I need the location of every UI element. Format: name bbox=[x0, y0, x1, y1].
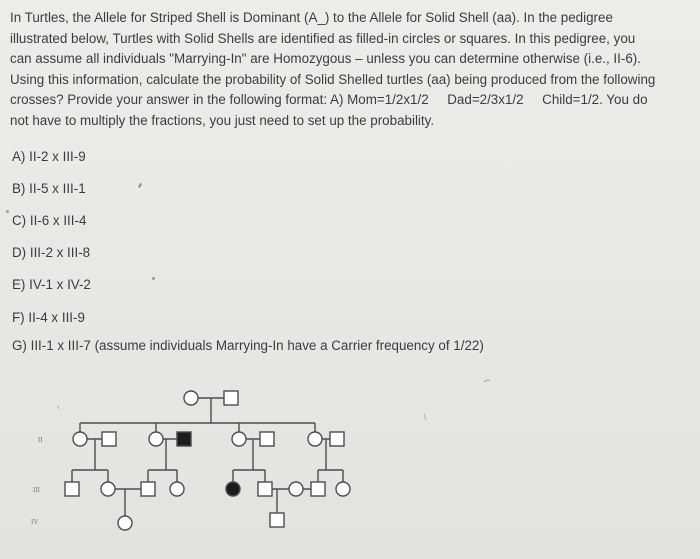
pen-mark bbox=[58, 406, 59, 409]
option-c: C) II-6 x III-4 bbox=[12, 213, 87, 228]
male-unaffected bbox=[224, 391, 238, 405]
male-unaffected bbox=[311, 482, 325, 496]
female-unaffected bbox=[336, 482, 350, 496]
question-line: not have to multiply the fractions, you just need to set up the probability. bbox=[10, 112, 435, 128]
option-b: B) II-5 x III-1 bbox=[12, 181, 86, 196]
question-line: In Turtles, the Allele for Striped Shell is Dominant (A_) to the Allele for Solid Shell (aa). In the pedigree bbox=[10, 10, 613, 25]
female-unaffected bbox=[101, 482, 115, 496]
generation-label-ii: II bbox=[38, 436, 43, 444]
female-unaffected bbox=[184, 391, 198, 405]
female-unaffected bbox=[232, 432, 246, 446]
option-a: A) II-2 x III-9 bbox=[12, 149, 86, 164]
male-unaffected bbox=[258, 482, 272, 496]
question-line: Using this information, calculate the probability of Solid Shelled turtles (aa) being produced from the following bbox=[10, 71, 656, 87]
male-unaffected bbox=[102, 432, 116, 446]
question-line: can assume all individuals "Marrying-In" are Homozygous – unless you can determine otherwise (i.e., II-6). bbox=[10, 51, 641, 67]
male-unaffected bbox=[260, 432, 274, 446]
female-affected bbox=[226, 482, 240, 496]
female-unaffected bbox=[149, 432, 163, 446]
male-unaffected bbox=[330, 432, 344, 446]
option-e: E) IV-1 x IV-2 bbox=[12, 277, 91, 292]
option-g: G) III-1 x III-7 (assume individuals Marrying-In have a Carrier frequency of 1/22) bbox=[12, 338, 484, 353]
generation-label-iv: IV bbox=[31, 518, 39, 526]
male-unaffected bbox=[270, 513, 284, 527]
question-line: illustrated below, Turtles with Solid Shells are identified as filled-in circles or squares. In this pedigree, you bbox=[10, 30, 636, 46]
female-unaffected bbox=[170, 482, 184, 496]
male-affected bbox=[177, 432, 191, 446]
pen-mark bbox=[484, 380, 490, 382]
question-line: crosses? Provide your answer in the following format: A) Mom=1/2x1/2 Dad=2/3x1/2 Child=1/2. You do bbox=[10, 92, 648, 108]
male-unaffected bbox=[65, 482, 79, 496]
option-f: F) II-4 x III-9 bbox=[12, 310, 85, 325]
generation-label-iii: III bbox=[33, 486, 40, 494]
female-unaffected bbox=[289, 482, 303, 496]
male-unaffected bbox=[141, 482, 155, 496]
female-unaffected bbox=[308, 432, 322, 446]
pen-mark bbox=[424, 414, 426, 420]
female-unaffected bbox=[73, 432, 87, 446]
option-d: D) III-2 x III-8 bbox=[12, 245, 91, 260]
female-unaffected bbox=[118, 516, 132, 530]
